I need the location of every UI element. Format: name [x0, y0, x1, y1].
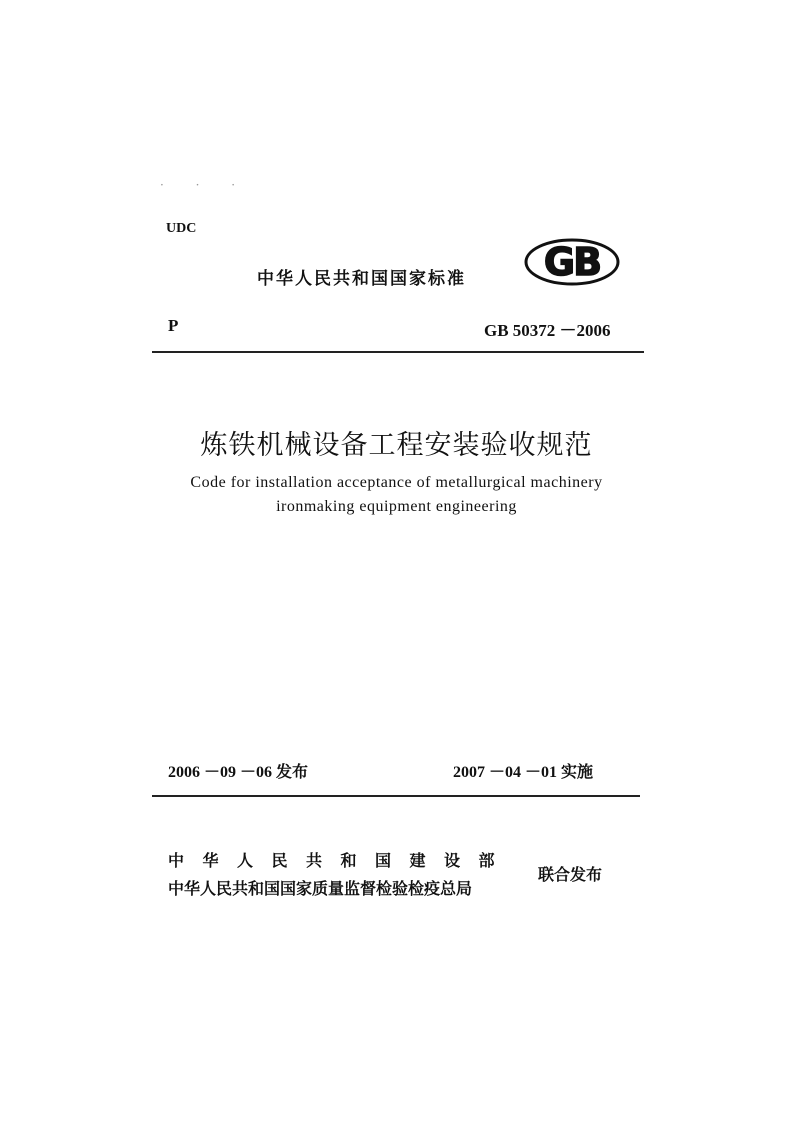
- bottom-divider: [152, 795, 640, 797]
- title-chinese: 炼铁机械设备工程安装验收规范: [200, 430, 593, 461]
- publisher-aqsiq: 中华人民共和国国家质量监督检验检疫总局: [168, 879, 473, 898]
- standard-number: GB 50372 －2006: [484, 321, 611, 340]
- joint-issue-label: 联合发布: [538, 865, 603, 884]
- title-english-line2: ironmaking equipment engineering: [276, 498, 517, 515]
- title-english-line1: Code for installation acceptance of metallurgical machinery: [190, 474, 603, 491]
- gb-logo-icon: [524, 238, 620, 286]
- standard-type-heading: 中华人民共和国国家标准: [257, 269, 466, 289]
- gb-logo-text: GB: [543, 240, 601, 284]
- issue-date: 2006 －09 －06 发布: [168, 764, 309, 781]
- implementation-date: 2007 －04 －01 实施: [453, 764, 594, 781]
- publisher-ministry: 中华人民共和国建设部: [168, 851, 514, 870]
- scan-marks: · · ·: [160, 178, 250, 192]
- top-divider: [152, 351, 644, 353]
- classification-code: P: [168, 316, 179, 335]
- udc-label: UDC: [166, 221, 197, 236]
